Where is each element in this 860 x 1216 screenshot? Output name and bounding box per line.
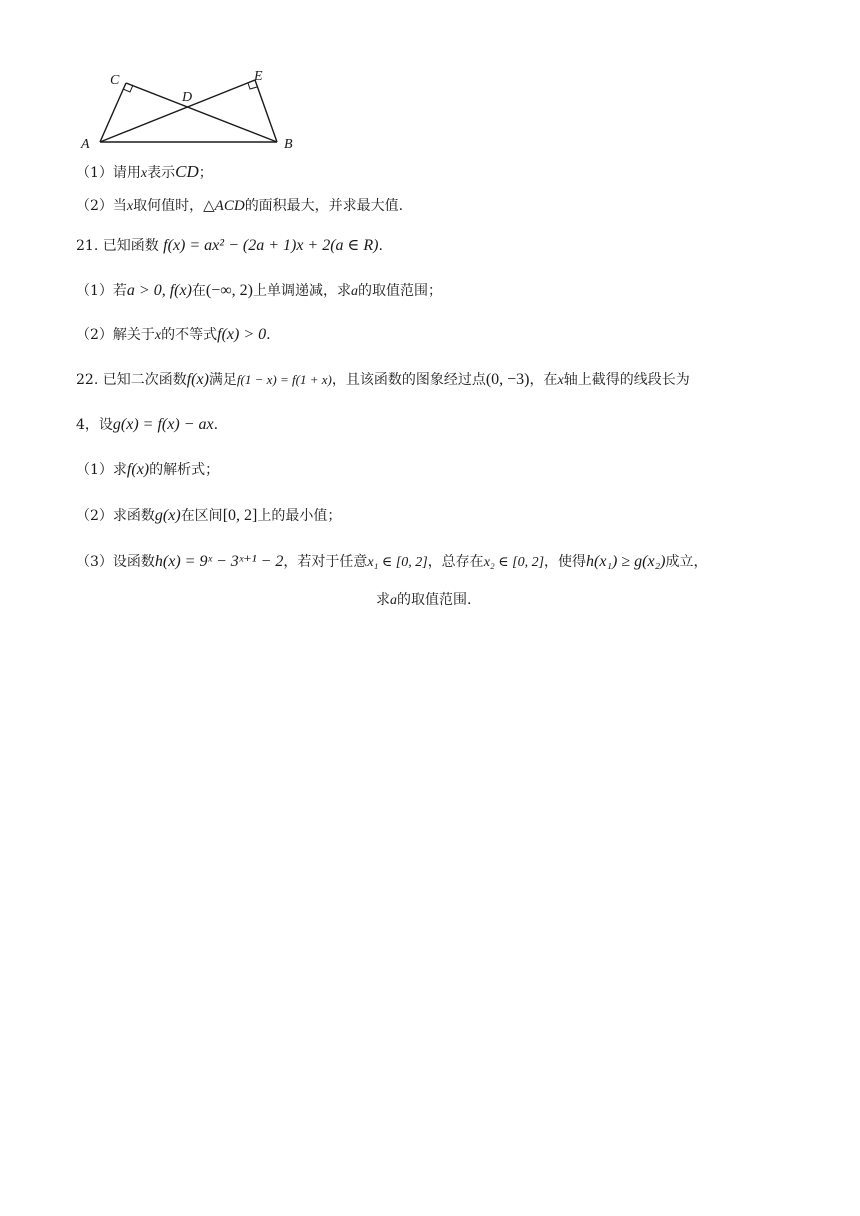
segment-EB — [255, 80, 277, 142]
point-label-E: E — [254, 69, 263, 84]
q22-part1: （1）求f(x)的解析式； — [76, 461, 220, 478]
segment-CB — [126, 83, 277, 142]
point-label-A: A — [81, 137, 90, 152]
q22-stem-line1: 22. 已知二次函数f(x)满足f(1 − x) = f(1 + x)，且该函数的图象经过点(0, −3)，在x轴上截得的线段长为 — [76, 371, 690, 388]
q21-stem: 21. 已知函数 f(x) = ax² − (2a + 1)x + 2(a ∈ R). — [76, 237, 383, 254]
q22-part3-line2: 求a的取值范围. — [376, 592, 472, 608]
point-label-B: B — [284, 137, 293, 152]
q22-part2: （2）求函数g(x)在区间[0, 2]上的最小值； — [76, 507, 342, 524]
q22-part3: （3）设函数h(x) = 9ˣ − 3ˣ⁺¹ − 2，若对于任意x₁ ∈ [0, 2]，总存在x₂ ∈ [0, 2]，使得h(x₁) ≥ g(x₂)成立， — [76, 553, 708, 570]
question-number: 21. — [76, 238, 99, 254]
geometry-figure — [76, 62, 316, 154]
point-label-C: C — [110, 73, 120, 88]
q21-part2: （2）解关于x的不等式f(x) > 0. — [76, 326, 271, 343]
question-number: 22. — [76, 372, 99, 388]
q20-part1: （1）请用x表示CD； — [76, 162, 213, 181]
point-label-D: D — [182, 90, 193, 105]
q22-stem-line2: 4，设g(x) = f(x) − ax. — [76, 416, 219, 433]
q21-part1: （1）若a > 0, f(x)在(−∞, 2)上单调递减，求a的取值范围； — [76, 282, 443, 299]
q20-part2: （2）当x取何值时，△ACD的面积最大，并求最大值. — [76, 198, 404, 214]
